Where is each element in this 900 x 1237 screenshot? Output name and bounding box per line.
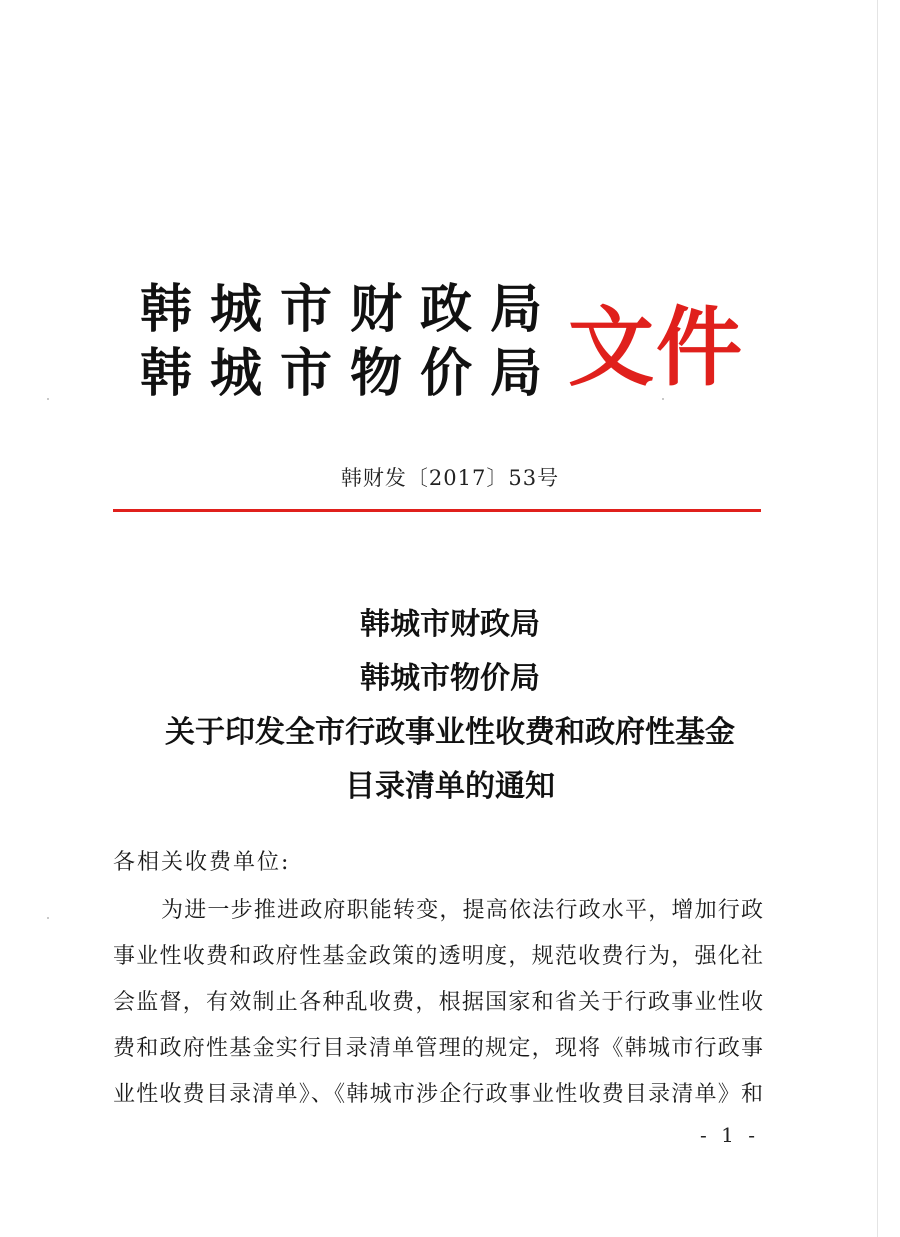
title-line: 韩城市物价局 [360, 661, 540, 696]
scan-speck [47, 917, 49, 919]
body-line: 会监督，有效制止各种乱收费，根据国家和省关于行政事业性收 [113, 990, 763, 1015]
body-paragraph [113, 888, 763, 1118]
salutation: 各相关收费单位: [113, 850, 291, 875]
document-header [140, 262, 760, 412]
document-type-label: 文件 [568, 298, 744, 398]
scan-speck [47, 398, 49, 400]
issuer-line-2: 韩城市物价局 [140, 344, 561, 404]
title-line: 韩城市财政局 [360, 607, 540, 642]
document-title [0, 598, 900, 814]
body-line: 费和政府性基金实行目录清单管理的规定，现将《韩城市行政事 [113, 1036, 763, 1061]
document-number: 韩财发〔2017〕53号 [340, 466, 560, 490]
title-line: 关于印发全市行政事业性收费和政府性基金 [165, 715, 735, 750]
page-number: - 1 - [700, 1123, 759, 1147]
body-line: 业性收费目录清单》、《韩城市涉企行政事业性收费目录清单》和 [113, 1082, 763, 1107]
body-line: 事业性收费和政府性基金政策的透明度，规范收费行为，强化社 [113, 944, 763, 969]
title-line: 目录清单的通知 [345, 769, 555, 804]
red-separator-line [113, 509, 761, 512]
body-line: 为进一步推进政府职能转变，提高依法行政水平，增加行政 [161, 898, 763, 923]
issuer-line-1: 韩城市财政局 [140, 280, 561, 340]
